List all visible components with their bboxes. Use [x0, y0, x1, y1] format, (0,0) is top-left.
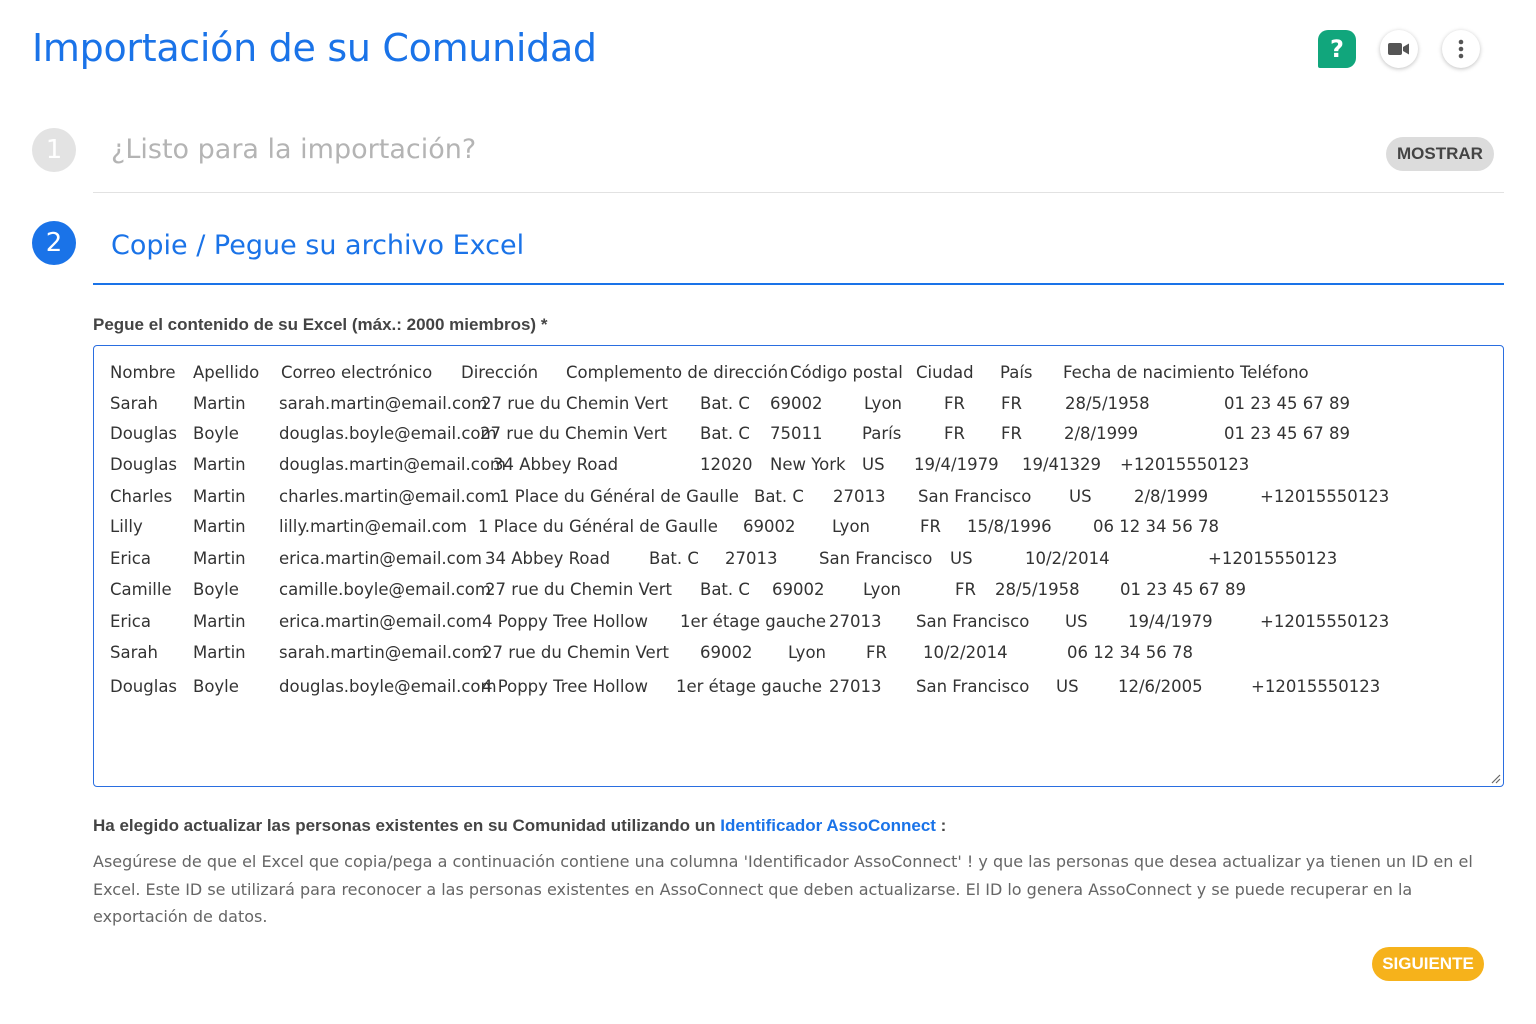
pasted-cell: San Francisco: [819, 549, 933, 568]
pasted-cell: +12015550123: [1251, 677, 1381, 696]
pasted-cell: 2/8/1999: [1134, 487, 1209, 506]
pasted-data-row: [94, 455, 1503, 479]
pasted-cell: Lyon: [832, 517, 870, 536]
pasted-cell: US: [1069, 487, 1092, 506]
pasted-cell: FR: [1001, 394, 1022, 413]
pasted-cell: FR: [955, 580, 976, 599]
video-camera-icon: [1388, 42, 1410, 56]
pasted-cell: 15/8/1996: [967, 517, 1052, 536]
show-step-1-button[interactable]: MOSTRAR: [1386, 137, 1494, 171]
pasted-cell: Erica: [110, 612, 151, 631]
pasted-cell: Lilly: [110, 517, 143, 536]
pasted-cell: lilly.martin@email.com: [279, 517, 467, 536]
excel-paste-textarea[interactable]: [93, 345, 1504, 787]
pasted-data-row: [94, 424, 1503, 448]
pasted-cell: 19/4/1979: [1128, 612, 1213, 631]
pasted-cell: 28/5/1958: [1065, 394, 1150, 413]
pasted-cell: 69002: [743, 517, 796, 536]
pasted-cell: 34 Abbey Road: [493, 455, 619, 474]
pasted-cell: US: [862, 455, 885, 474]
pasted-cell: Nombre: [110, 363, 176, 382]
pasted-cell: Código postal: [790, 363, 903, 382]
pasted-cell: 1 Place du Général de Gaulle: [478, 517, 718, 536]
pasted-cell: 1 Place du Général de Gaulle: [499, 487, 739, 506]
top-actions: [1318, 30, 1480, 68]
pasted-cell: Erica: [110, 549, 151, 568]
pasted-cell: 75011: [770, 424, 823, 443]
pasted-cell: +12015550123: [1120, 455, 1250, 474]
pasted-cell: FR: [944, 424, 965, 443]
pasted-cell: País: [1000, 363, 1033, 382]
pasted-cell: 01 23 45 67 89: [1120, 580, 1246, 599]
pasted-cell: 10/2/2014: [1025, 549, 1110, 568]
pasted-header-row: [94, 363, 1503, 387]
step-2-title: Copie / Pegue su archivo Excel: [111, 230, 525, 261]
pasted-cell: 19/41329: [1022, 455, 1102, 474]
pasted-cell: Martin: [193, 455, 246, 474]
pasted-cell: Martin: [193, 517, 246, 536]
resize-handle-icon[interactable]: [1489, 772, 1501, 784]
step-1-number: 1: [32, 128, 76, 172]
pasted-cell: Douglas: [110, 455, 178, 474]
pasted-cell: 27013: [829, 677, 882, 696]
pasted-cell: 01 23 45 67 89: [1224, 424, 1350, 443]
pasted-cell: Bat. C: [754, 487, 804, 506]
pasted-cell: 10/2/2014: [923, 643, 1008, 662]
pasted-cell: 28/5/1958: [995, 580, 1080, 599]
pasted-cell: Douglas: [110, 677, 178, 696]
pasted-cell: douglas.boyle@email.com: [279, 677, 497, 696]
pasted-data-row: [94, 517, 1503, 541]
pasted-cell: New York: [770, 455, 846, 474]
pasted-cell: sarah.martin@email.com: [279, 643, 488, 662]
pasted-cell: US: [1056, 677, 1079, 696]
pasted-cell: Sarah: [110, 643, 158, 662]
pasted-cell: FR: [1001, 424, 1022, 443]
info-heading-suffix: :: [935, 816, 947, 835]
pasted-cell: 19/4/1979: [914, 455, 999, 474]
pasted-cell: París: [862, 424, 902, 443]
info-body: Asegúrese de que el Excel que copia/pega a continuación contiene una columna 'Identificador AssoConnect' ! y que las personas que desea actualizar ya tienen un ID en el Excel. Este ID se utilizará para reconocer a las personas existentes en AssoConnect que deben actualizarse. El ID lo genera AssoConnect y se puede recuperar en la exportación de datos.: [93, 852, 1473, 926]
pasted-cell: 34 Abbey Road: [485, 549, 611, 568]
pasted-cell: erica.martin@email.com: [279, 612, 482, 631]
pasted-data-row: [94, 394, 1503, 418]
paste-field-label: Pegue el contenido de su Excel (máx.: 2000 miembros) *: [93, 315, 548, 334]
pasted-cell: Boyle: [193, 677, 239, 696]
pasted-cell: Complemento de dirección: [566, 363, 789, 382]
pasted-cell: 1er étage gauche: [680, 612, 827, 631]
step-1-divider: [93, 192, 1504, 193]
pasted-cell: camille.boyle@email.com: [279, 580, 491, 599]
info-heading: [93, 816, 946, 836]
more-options-button[interactable]: [1442, 30, 1480, 68]
pasted-cell: erica.martin@email.com: [279, 549, 482, 568]
pasted-cell: 27 rue du Chemin Vert: [482, 643, 669, 662]
info-heading-text: Ha elegido actualizar las personas existentes en su Comunidad utilizando un: [93, 816, 716, 835]
pasted-cell: +12015550123: [1260, 612, 1390, 631]
pasted-cell: San Francisco: [918, 487, 1032, 506]
pasted-data-row: [94, 487, 1503, 511]
pasted-data-row: [94, 549, 1503, 573]
pasted-cell: Bat. C: [700, 424, 750, 443]
pasted-cell: Bat. C: [700, 394, 750, 413]
pasted-cell: San Francisco: [916, 677, 1030, 696]
pasted-cell: Dirección: [461, 363, 539, 382]
pasted-cell: 27 rue du Chemin Vert: [485, 580, 672, 599]
pasted-cell: charles.martin@email.com: [279, 487, 501, 506]
pasted-cell: Teléfono: [1240, 363, 1309, 382]
pasted-cell: 27013: [725, 549, 778, 568]
pasted-cell: Bat. C: [700, 580, 750, 599]
pasted-cell: 2/8/1999: [1064, 424, 1139, 443]
pasted-cell: sarah.martin@email.com: [279, 394, 488, 413]
pasted-data-row: [94, 677, 1503, 701]
step-2-divider: [93, 283, 1504, 285]
pasted-data-row: [94, 643, 1503, 667]
video-button[interactable]: [1380, 30, 1418, 68]
page-title: Importación de su Comunidad: [32, 26, 597, 70]
pasted-cell: Martin: [193, 612, 246, 631]
pasted-cell: Martin: [193, 549, 246, 568]
pasted-cell: +12015550123: [1208, 549, 1338, 568]
next-button[interactable]: SIGUIENTE: [1372, 947, 1484, 981]
pasted-cell: Camille: [110, 580, 172, 599]
assoconnect-id-link[interactable]: Identificador AssoConnect: [720, 816, 936, 835]
pasted-data-row: [94, 612, 1503, 636]
pasted-cell: Lyon: [864, 394, 902, 413]
step-1-title[interactable]: ¿Listo para la importación?: [111, 134, 477, 165]
pasted-cell: 1er étage gauche: [676, 677, 823, 696]
pasted-cell: FR: [866, 643, 887, 662]
pasted-cell: +12015550123: [1260, 487, 1390, 506]
pasted-cell: Sarah: [110, 394, 158, 413]
pasted-cell: 12020: [700, 455, 753, 474]
pasted-cell: 06 12 34 56 78: [1093, 517, 1219, 536]
step-2-number: 2: [32, 221, 76, 265]
pasted-cell: Apellido: [193, 363, 260, 382]
pasted-cell: douglas.martin@email.com: [279, 455, 507, 474]
pasted-cell: San Francisco: [916, 612, 1030, 631]
pasted-cell: 01 23 45 67 89: [1224, 394, 1350, 413]
pasted-cell: Charles: [110, 487, 173, 506]
pasted-cell: Martin: [193, 643, 246, 662]
pasted-cell: Ciudad: [916, 363, 974, 382]
pasted-cell: Fecha de nacimiento: [1063, 363, 1235, 382]
pasted-cell: douglas.boyle@email.com: [279, 424, 497, 443]
pasted-cell: US: [950, 549, 973, 568]
pasted-cell: US: [1065, 612, 1088, 631]
pasted-cell: Martin: [193, 487, 246, 506]
pasted-cell: Lyon: [863, 580, 901, 599]
pasted-cell: 4 Poppy Tree Hollow: [482, 612, 649, 631]
pasted-cell: Douglas: [110, 424, 178, 443]
pasted-cell: Bat. C: [649, 549, 699, 568]
pasted-cell: Lyon: [788, 643, 826, 662]
pasted-cell: Boyle: [193, 580, 239, 599]
pasted-cell: 4 Poppy Tree Hollow: [482, 677, 649, 696]
help-icon: ?: [1330, 35, 1344, 63]
help-button[interactable]: [1318, 30, 1356, 68]
more-vertical-icon: [1458, 39, 1464, 59]
pasted-data-row: [94, 580, 1503, 604]
pasted-cell: 69002: [772, 580, 825, 599]
pasted-cell: Correo electrónico: [281, 363, 433, 382]
pasted-cell: 27013: [833, 487, 886, 506]
pasted-cell: 27013: [829, 612, 882, 631]
pasted-cell: FR: [920, 517, 941, 536]
pasted-cell: 12/6/2005: [1118, 677, 1203, 696]
pasted-cell: 69002: [700, 643, 753, 662]
pasted-cell: 27 rue du Chemin Vert: [480, 424, 667, 443]
pasted-cell: 06 12 34 56 78: [1067, 643, 1193, 662]
pasted-cell: Martin: [193, 394, 246, 413]
pasted-cell: FR: [944, 394, 965, 413]
pasted-cell: 69002: [770, 394, 823, 413]
pasted-cell: Boyle: [193, 424, 239, 443]
pasted-cell: 27 rue du Chemin Vert: [481, 394, 668, 413]
